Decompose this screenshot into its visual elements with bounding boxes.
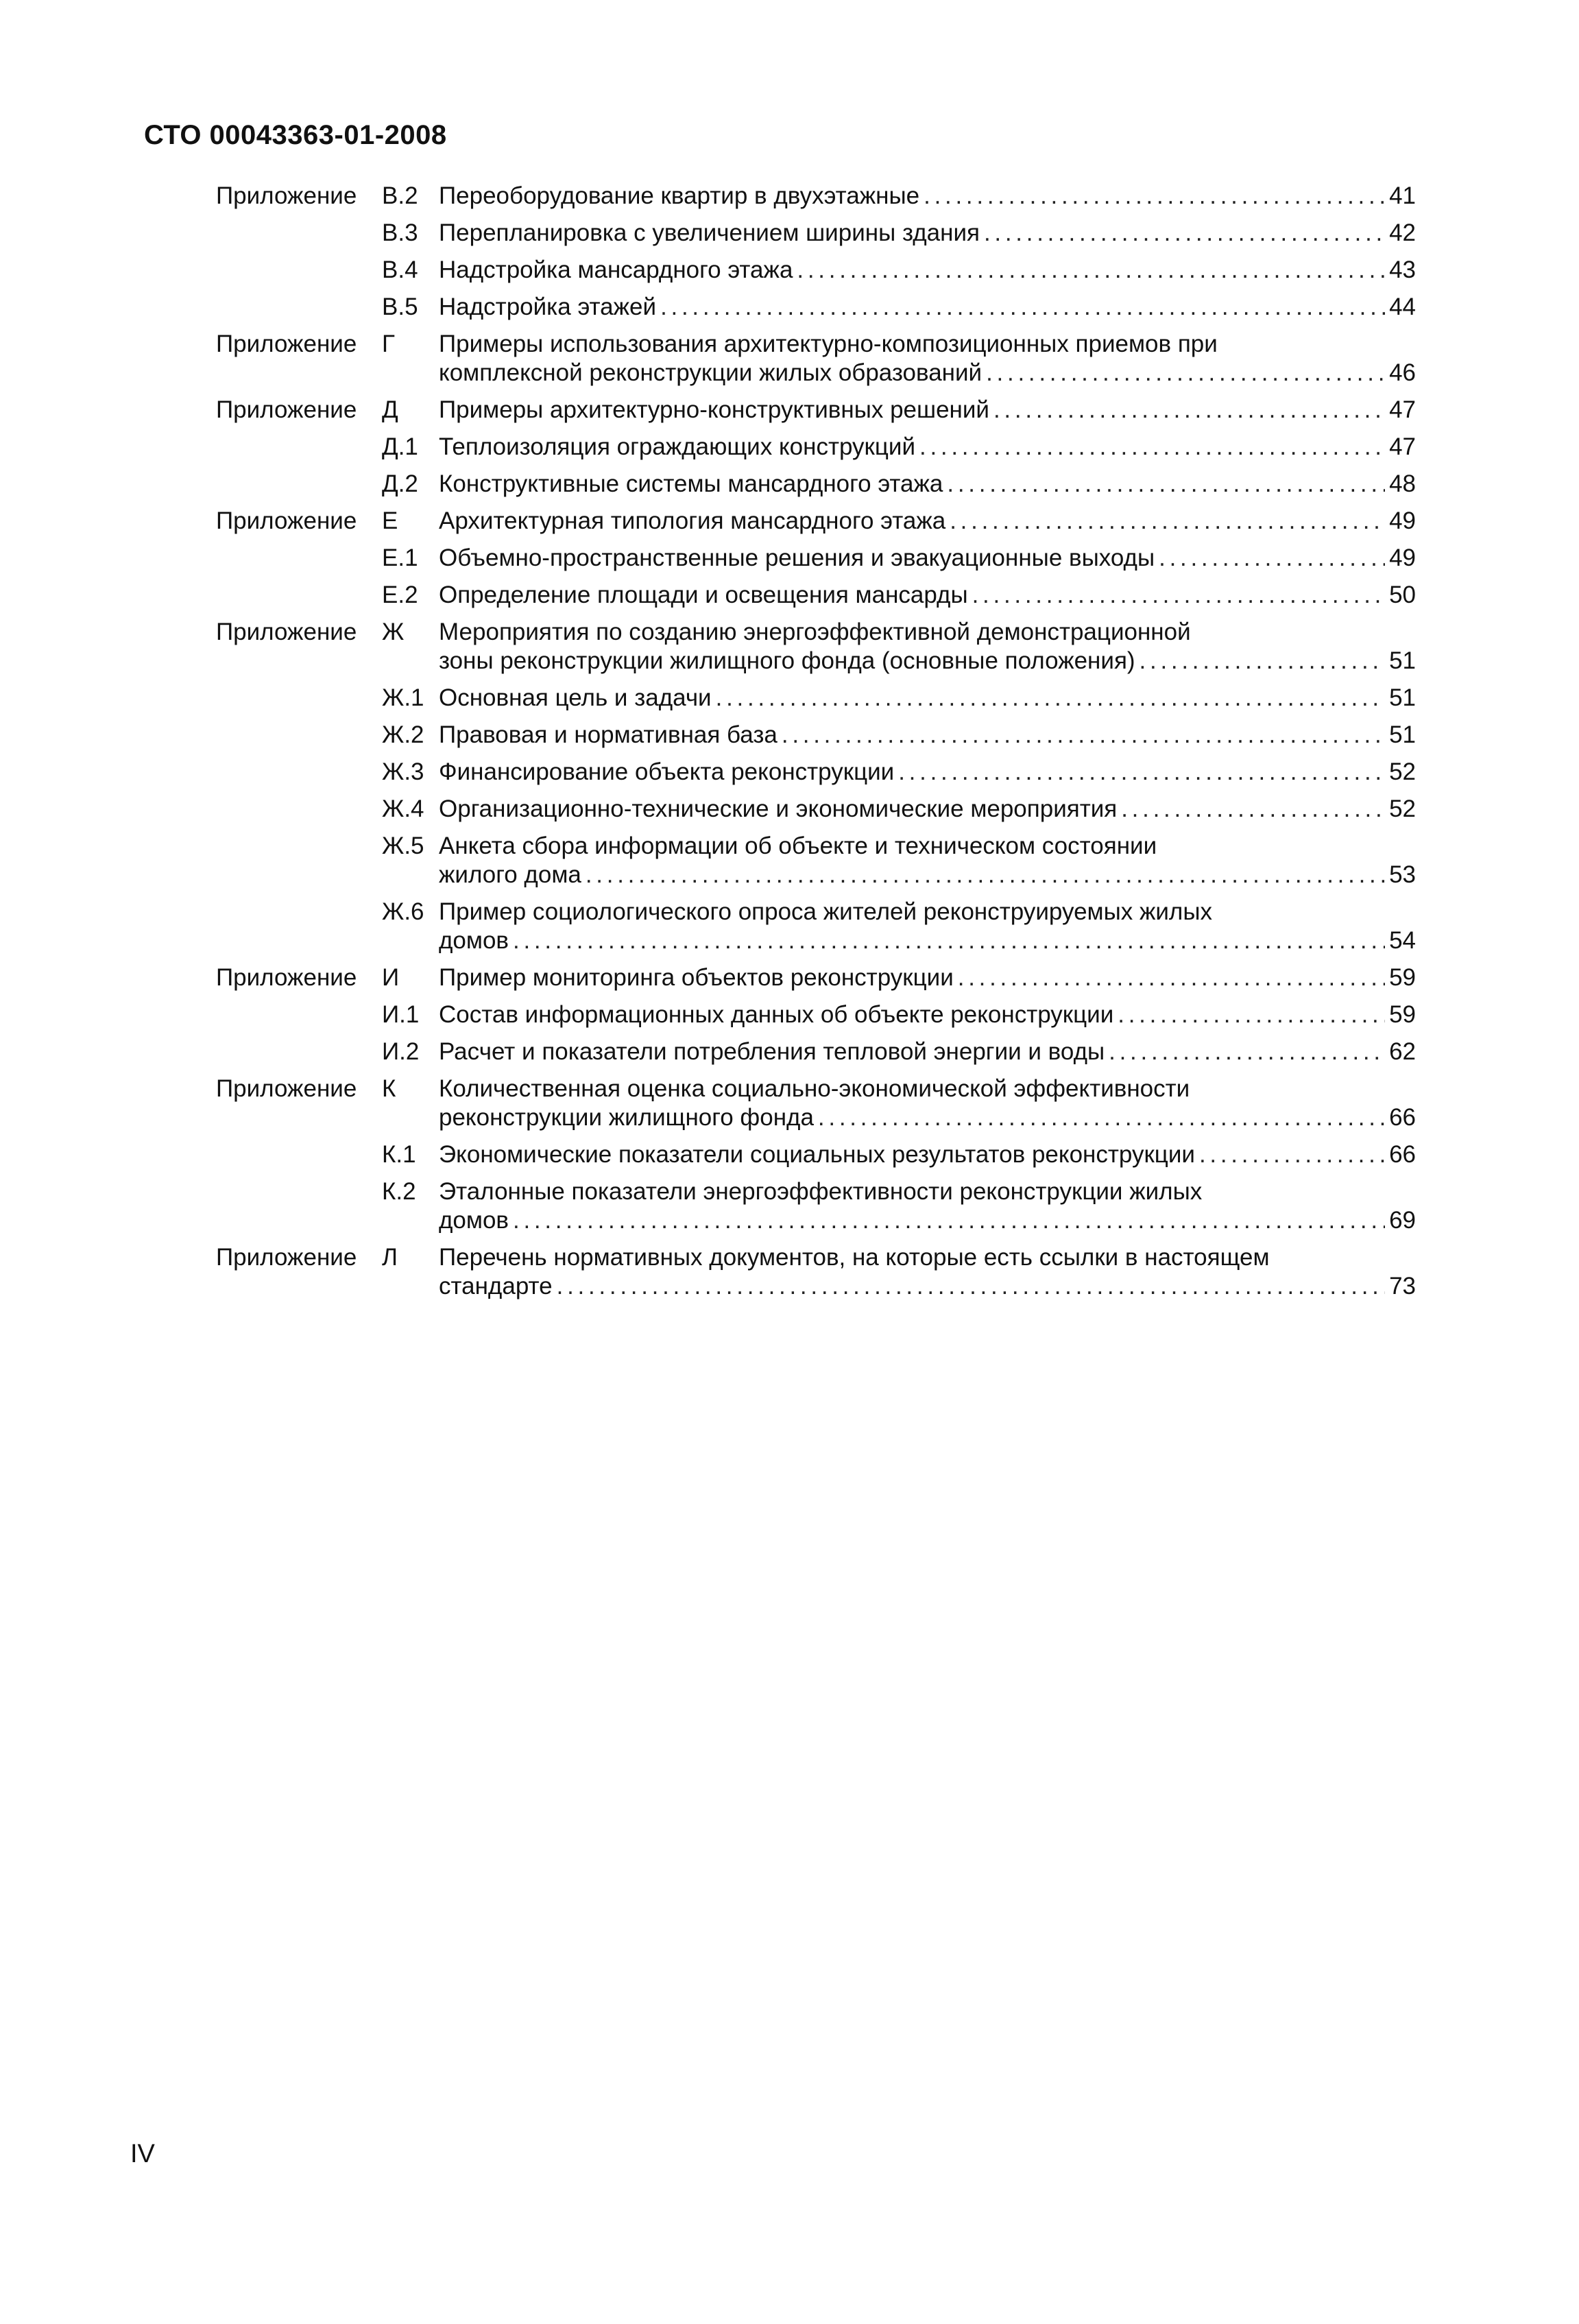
toc-page-number: 52 [1389, 758, 1416, 785]
toc-page-number: 59 [1389, 964, 1416, 991]
toc-title-line [439, 1140, 1416, 1169]
toc-page-number: 41 [1389, 182, 1416, 209]
toc-page-number: 49 [1389, 544, 1416, 571]
toc-entry-body [439, 721, 1416, 750]
toc-dot-leader [586, 861, 1385, 889]
toc-entry [216, 330, 1416, 387]
toc-entry-body [439, 581, 1416, 610]
toc-appendix-label [216, 1140, 382, 1169]
toc-title: Переоборудование квартир в двухэтажные [439, 182, 920, 209]
toc-entry [216, 1177, 1416, 1235]
toc-page-number: 50 [1389, 582, 1416, 608]
toc-entry-body [439, 618, 1416, 675]
toc-page-number: 62 [1389, 1038, 1416, 1065]
toc-appendix-label [216, 1038, 382, 1066]
toc-entry [216, 1075, 1416, 1132]
toc-entry-body [439, 433, 1416, 462]
toc-title-line [439, 1103, 1416, 1132]
toc-dot-leader [716, 684, 1385, 712]
toc-appendix-label: Приложение [216, 182, 357, 209]
toc-section-number: Ж.1 [382, 684, 424, 711]
toc-dot-leader [924, 182, 1385, 211]
toc-dot-leader [557, 1272, 1385, 1301]
toc-title: Организационно-технические и экономические мероприятия [439, 795, 1118, 822]
toc-title-line [439, 182, 1416, 211]
toc-page-number: 59 [1389, 1001, 1416, 1028]
toc-title: Теплоизоляция ограждающих конструкций [439, 433, 916, 460]
toc-title-line [439, 359, 1416, 387]
toc-page-number: 66 [1389, 1104, 1416, 1131]
toc-page-number: 49 [1389, 507, 1416, 534]
toc-appendix-label [216, 256, 382, 285]
toc-dot-leader [818, 1103, 1385, 1132]
toc-title: Примеры использования архитектурно-композиционных приемов при [439, 331, 1218, 357]
toc-section-number: Г [382, 331, 395, 357]
toc-appendix-label [216, 293, 382, 322]
toc-section-number: Ж.4 [382, 795, 424, 822]
toc-dot-leader [947, 470, 1385, 499]
toc-title-line [439, 219, 1416, 248]
toc-title: Пример мониторинга объектов реконструкции [439, 964, 954, 991]
toc-entry-body [439, 293, 1416, 322]
toc-dot-leader [782, 721, 1385, 750]
toc-title-line [439, 1243, 1416, 1272]
toc-title: Эталонные показатели энергоэффективности реконструкции жилых [439, 1178, 1203, 1205]
toc-title: Конструктивные системы мансардного этажа [439, 470, 943, 497]
toc-entry [216, 182, 1416, 211]
toc-appendix-label [216, 433, 382, 462]
toc-title: Надстройка этажей [439, 294, 657, 320]
toc-entry [216, 433, 1416, 462]
toc-page-number: 47 [1389, 433, 1416, 460]
toc-section-number: Ж.5 [382, 832, 424, 859]
toc-title-line [439, 647, 1416, 675]
toc-entry [216, 470, 1416, 499]
toc-dot-leader [958, 963, 1385, 992]
toc-section-number: Ж.3 [382, 758, 424, 785]
toc-page-number: 66 [1389, 1141, 1416, 1168]
toc-title: домов [439, 1207, 509, 1234]
toc-appendix-label: Приложение [216, 331, 357, 357]
toc-appendix-label: Приложение [216, 964, 357, 991]
toc-title-line [439, 1038, 1416, 1066]
toc-appendix-label [216, 1001, 382, 1029]
toc-title: Анкета сбора информации об объекте и техническом состоянии [439, 832, 1157, 859]
document-code: СТО 00043363-01-2008 [144, 120, 447, 150]
toc-entry-body [439, 963, 1416, 992]
toc-section-number: И.2 [382, 1038, 420, 1065]
toc-title-line [439, 544, 1416, 573]
toc-title-line [439, 1177, 1416, 1206]
toc-dot-leader [1109, 1038, 1385, 1066]
toc-entry [216, 581, 1416, 610]
toc-entry [216, 1243, 1416, 1301]
toc-appendix-label [216, 470, 382, 499]
toc-title-line [439, 293, 1416, 322]
toc-page-number: 48 [1389, 470, 1416, 497]
toc-entry [216, 618, 1416, 675]
toc-title-line [439, 898, 1416, 926]
toc-title: Объемно-пространственные решения и эвакуационные выходы [439, 544, 1155, 571]
toc-page-number: 53 [1389, 861, 1416, 888]
toc-entry-body [439, 1001, 1416, 1029]
toc-title-line [439, 963, 1416, 992]
toc-page-number: 69 [1389, 1207, 1416, 1234]
toc-entry-body [439, 832, 1416, 889]
toc-entry [216, 684, 1416, 712]
toc-section-number: Ж.6 [382, 898, 424, 925]
toc-section-number: К [382, 1075, 396, 1102]
toc-title-line [439, 507, 1416, 536]
toc-entry [216, 898, 1416, 955]
toc-appendix-label [216, 684, 382, 712]
toc-title: Экономические показатели социальных результатов реконструкции [439, 1141, 1195, 1168]
toc-title: Архитектурная типология мансардного этажа [439, 507, 946, 534]
toc-appendix-label: Приложение [216, 1075, 357, 1102]
toc-entry [216, 963, 1416, 992]
toc-title: домов [439, 927, 509, 954]
toc-appendix-label [216, 758, 382, 787]
toc-appendix-label: Приложение [216, 1244, 357, 1271]
toc-title-line [439, 1075, 1416, 1103]
toc-appendix-label: Приложение [216, 619, 357, 645]
toc-title: Определение площади и освещения мансарды [439, 582, 968, 608]
toc-entry [216, 1140, 1416, 1169]
toc-section-number: Е.2 [382, 582, 418, 608]
toc-page-number: 51 [1389, 721, 1416, 748]
toc-section-number: В.2 [382, 182, 418, 209]
toc-title: жилого дома [439, 861, 581, 888]
toc-title-line [439, 721, 1416, 750]
toc-title-line [439, 684, 1416, 712]
toc-title: Мероприятия по созданию энергоэффективной демонстрационной [439, 619, 1191, 645]
toc-title-line [439, 926, 1416, 955]
toc-appendix-label [216, 721, 382, 750]
toc-title-line [439, 470, 1416, 499]
toc-dot-leader [1140, 647, 1386, 675]
toc-page-number: 42 [1389, 219, 1416, 246]
toc-title-line [439, 433, 1416, 462]
toc-title: Основная цель и задачи [439, 684, 712, 711]
toc-entry-body [439, 1177, 1416, 1235]
toc-dot-leader [993, 396, 1385, 424]
toc-title: Перепланировка с увеличением ширины здания [439, 219, 980, 246]
toc-entry-body [439, 396, 1416, 424]
toc-section-number: Е [382, 507, 398, 534]
toc-section-number: К.2 [382, 1178, 416, 1205]
toc-entry [216, 832, 1416, 889]
toc-dot-leader [1121, 795, 1385, 824]
toc-entry-body [439, 1038, 1416, 1066]
toc-section-number: В.3 [382, 219, 418, 246]
toc-entry-body [439, 758, 1416, 787]
toc-entry [216, 795, 1416, 824]
toc-title-line [439, 396, 1416, 424]
table-of-contents [216, 182, 1416, 1309]
toc-title-line [439, 581, 1416, 610]
toc-entry [216, 1038, 1416, 1066]
toc-section-number: Ж.2 [382, 721, 424, 748]
toc-entry [216, 293, 1416, 322]
toc-section-number: И.1 [382, 1001, 420, 1028]
toc-section-number: Л [382, 1244, 398, 1271]
toc-dot-leader [972, 581, 1385, 610]
toc-title-line [439, 618, 1416, 647]
toc-entry-body [439, 684, 1416, 712]
toc-appendix-label [216, 795, 382, 824]
toc-entry-body [439, 256, 1416, 285]
toc-title-line [439, 795, 1416, 824]
toc-dot-leader [986, 359, 1385, 387]
toc-title: реконструкции жилищного фонда [439, 1104, 814, 1131]
toc-title: Количественная оценка социально-экономической эффективности [439, 1075, 1190, 1102]
toc-page-number: 47 [1389, 396, 1416, 423]
toc-dot-leader [950, 507, 1385, 536]
toc-appendix-label: Приложение [216, 507, 357, 534]
toc-entry-body [439, 470, 1416, 499]
toc-page-number: 73 [1389, 1273, 1416, 1299]
toc-section-number: Д [382, 396, 398, 423]
page-number: IV [130, 2140, 155, 2168]
toc-title: зоны реконструкции жилищного фонда (основные положения) [439, 647, 1135, 674]
toc-title-line [439, 1001, 1416, 1029]
toc-title-line [439, 861, 1416, 889]
toc-title: Правовая и нормативная база [439, 721, 778, 748]
toc-section-number: И [382, 964, 400, 991]
toc-title: комплексной реконструкции жилых образований [439, 359, 983, 386]
toc-section-number: Е.1 [382, 544, 418, 571]
toc-entry-body [439, 330, 1416, 387]
toc-appendix-label [216, 1177, 382, 1235]
toc-title-line [439, 1272, 1416, 1301]
toc-title: Состав информационных данных об объекте реконструкции [439, 1001, 1114, 1028]
toc-entry [216, 1001, 1416, 1029]
toc-page-number: 52 [1389, 795, 1416, 822]
toc-page-number: 43 [1389, 256, 1416, 283]
toc-page-number: 46 [1389, 359, 1416, 386]
toc-dot-leader [984, 219, 1385, 248]
toc-entry [216, 507, 1416, 536]
toc-section-number: В.5 [382, 294, 418, 320]
toc-page-number: 51 [1389, 647, 1416, 674]
toc-appendix-label [216, 219, 382, 248]
toc-entry-body [439, 898, 1416, 955]
toc-appendix-label: Приложение [216, 396, 357, 423]
toc-entry-body [439, 507, 1416, 536]
toc-dot-leader [513, 1206, 1385, 1235]
toc-title: Примеры архитектурно-конструктивных решений [439, 396, 989, 423]
toc-title: Расчет и показатели потребления тепловой энергии и воды [439, 1038, 1105, 1065]
toc-dot-leader [1159, 544, 1385, 573]
toc-entry [216, 544, 1416, 573]
toc-title-line [439, 330, 1416, 359]
toc-entry-body [439, 544, 1416, 573]
toc-dot-leader [898, 758, 1385, 787]
toc-title: Финансирование объекта реконструкции [439, 758, 895, 785]
toc-entry-body [439, 1140, 1416, 1169]
toc-entry-body [439, 182, 1416, 211]
toc-title-line [439, 1206, 1416, 1235]
toc-title: стандарте [439, 1273, 553, 1299]
toc-dot-leader [513, 926, 1385, 955]
toc-entry-body [439, 795, 1416, 824]
toc-title-line [439, 256, 1416, 285]
toc-dot-leader [919, 433, 1385, 462]
toc-title: Надстройка мансардного этажа [439, 256, 793, 283]
toc-title: Пример социологического опроса жителей реконструируемых жилых [439, 898, 1213, 925]
toc-entry [216, 396, 1416, 424]
toc-dot-leader [1118, 1001, 1385, 1029]
toc-entry [216, 256, 1416, 285]
toc-page-number: 54 [1389, 927, 1416, 954]
toc-entry [216, 721, 1416, 750]
toc-entry-body [439, 219, 1416, 248]
toc-section-number: В.4 [382, 256, 418, 283]
toc-section-number: Д.2 [382, 470, 418, 497]
toc-appendix-label [216, 898, 382, 955]
toc-appendix-label [216, 832, 382, 889]
toc-page-number: 51 [1389, 684, 1416, 711]
toc-dot-leader [660, 293, 1385, 322]
toc-section-number: К.1 [382, 1141, 416, 1168]
toc-title-line [439, 832, 1416, 861]
toc-dot-leader [1199, 1140, 1385, 1169]
toc-title-line [439, 758, 1416, 787]
toc-page-number: 44 [1389, 294, 1416, 320]
toc-entry [216, 219, 1416, 248]
toc-entry-body [439, 1075, 1416, 1132]
toc-section-number: Д.1 [382, 433, 418, 460]
toc-section-number: Ж [382, 619, 405, 645]
toc-title: Перечень нормативных документов, на которые есть ссылки в настоящем [439, 1244, 1270, 1271]
toc-appendix-label [216, 581, 382, 610]
toc-appendix-label [216, 544, 382, 573]
toc-dot-leader [797, 256, 1385, 285]
toc-entry [216, 758, 1416, 787]
toc-entry-body [439, 1243, 1416, 1301]
